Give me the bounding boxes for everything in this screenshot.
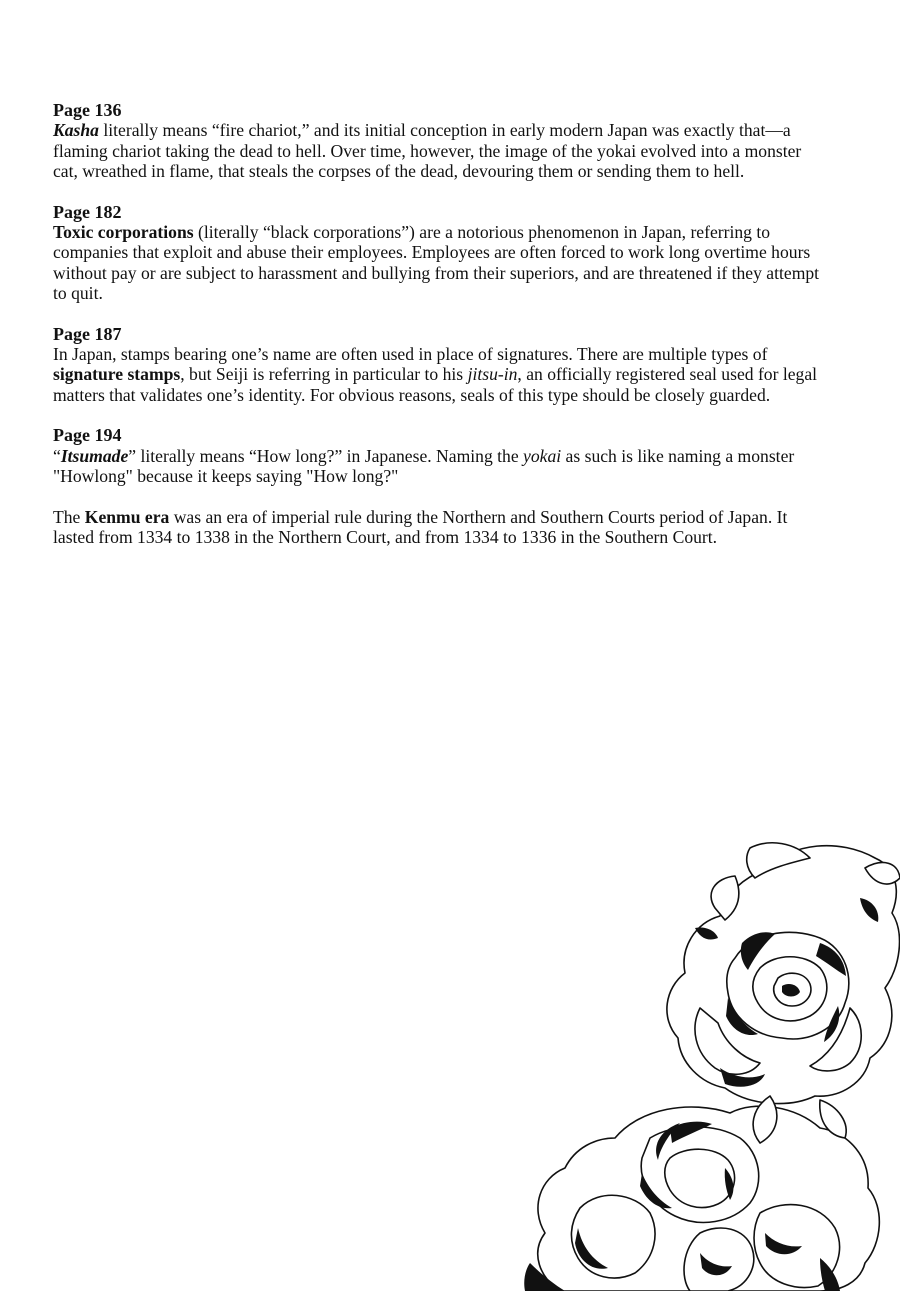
note-term: Kasha xyxy=(53,120,99,141)
note-text: “ xyxy=(53,445,61,466)
note-page-heading: Page 182 xyxy=(53,201,122,222)
note-text: literally means “fire chariot,” and its initial conception in early modern Japan was exactly that—a flaming chariot taking the dead to hell. Over time, however, the image of the yokai evolved into a monster cat, wreathed in flame, that steals the corpses of the dead, devouring them or sending them to hell. xyxy=(53,120,802,182)
peony-line-art-icon xyxy=(520,838,900,1291)
note-text: , an officially registered seal used for legal matters that validates one’s identity. For obvious reasons, seals of this type should be closely guarded. xyxy=(53,364,818,405)
note-body xyxy=(53,222,823,304)
translation-note xyxy=(53,324,823,406)
translation-note xyxy=(53,425,823,486)
note-text: as such is like naming a monster "Howlong" because it keeps saying "How long?" xyxy=(53,445,795,487)
note-term: Toxic corporations xyxy=(53,222,194,243)
note-term: Itsumade xyxy=(60,445,129,466)
note-page-heading: Page 136 xyxy=(53,100,122,120)
note-body xyxy=(53,344,823,405)
note-body xyxy=(53,120,823,181)
note-text: (literally “black corporations”) are a notorious phenomenon in Japan, referring to companies that exploit and abuse their employees. Employees are often forced to work long overtime hours without pay or are subject to harassment and bullying from their superiors, and are threatened if they attempt to quit. xyxy=(53,222,820,304)
note-body xyxy=(53,507,823,548)
note-text: , but Seiji is referring in particular to his xyxy=(180,364,468,385)
note-body xyxy=(53,446,823,487)
translation-note xyxy=(53,507,823,548)
note-term: signature stamps xyxy=(53,364,181,385)
note-term: yokai xyxy=(523,445,562,466)
note-term: jitsu-in xyxy=(467,364,518,385)
translation-note xyxy=(53,100,823,182)
note-text: ” literally means “How long?” in Japanese. Naming the xyxy=(128,445,524,466)
note-text: In Japan, stamps bearing one’s name are often used in place of signatures. There are multiple types of xyxy=(53,344,768,365)
note-text: The xyxy=(53,506,85,527)
notes-list xyxy=(53,100,823,567)
note-page-heading: Page 187 xyxy=(53,323,122,344)
note-term: Kenmu era xyxy=(84,506,170,527)
note-page-heading: Page 194 xyxy=(53,425,122,446)
note-text: was an era of imperial rule during the Northern and Southern Courts period of Japan. It lasted from 1334 to 1338 in the Northern Court, and from 1334 to 1336 in the Southern Court. xyxy=(53,506,788,547)
translation-note xyxy=(53,202,823,304)
